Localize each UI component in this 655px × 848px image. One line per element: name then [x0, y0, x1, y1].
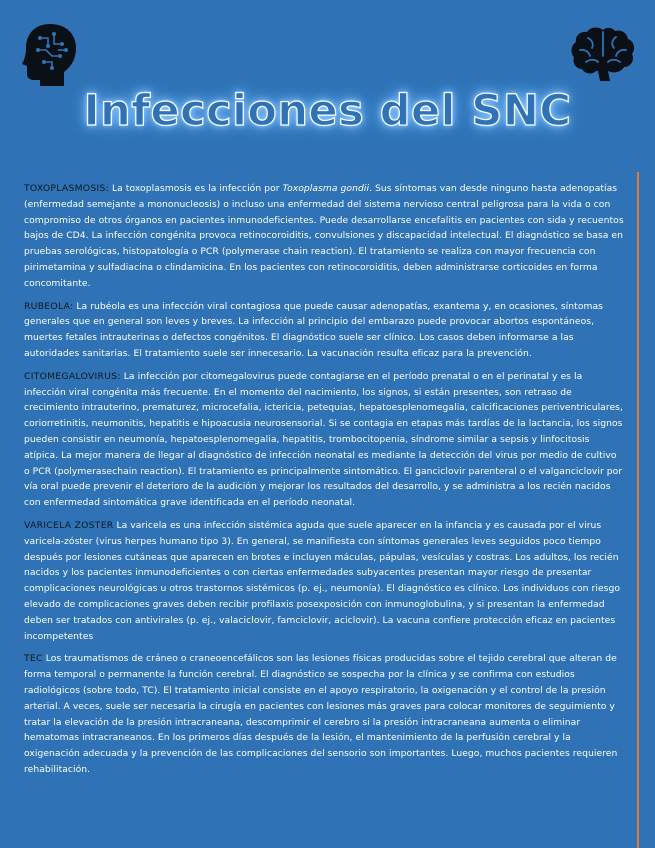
- section-term: TOXOPLASMOSIS:: [24, 183, 110, 194]
- side-divider: [637, 172, 639, 848]
- section-text: La toxoplasmosis es la infección por: [109, 183, 283, 194]
- section-varicela-zoster: [24, 518, 624, 644]
- section-rubeola: [24, 299, 624, 362]
- section-term: VARICELA ZOSTER: [24, 519, 114, 531]
- section-tec: [24, 651, 624, 777]
- section-text: La rubéola es una infección viral contagiosa que puede causar adenopatías, exantema y, en ocasiones, síntomas generales que en general son leves y breves. La infección al principio del embarazo puede provocar abortos espontáneos, muertes fetales intrauterinas o defectos congénitos. El diagnóstico suele ser clínico. Los casos deben informarse a las autoridades sanitarias. El tratamiento suele ser innecesario. La vacunación resulta eficaz para la prevención.: [24, 300, 604, 359]
- content-body: [24, 181, 624, 785]
- section-term: TEC: [24, 653, 43, 665]
- section-italic: Toxoplasma gondii: [282, 183, 370, 194]
- section-term: CITOMEGALOVIRUS:: [24, 370, 121, 382]
- section-text: Los traumatismos de cráneo o craneoencefálicos son las lesiones físicas producidas sobre el tejido cerebral que alteran de forma temporal o permanente la función cerebral. El diagnóstico se sospecha por la clínica y se confirma con estudios radiológicos (sobre todo, TC). El tratamiento inicial consiste en el apoyo respiratorio, la oxigenación y el control de la presión arterial. A veces, suele ser necesaria la cirugía en pacientes con lesiones más graves para colocar monitores de seguimiento y tratar la elevación de la presión intracraneana, descomprimir el cerebro si la presión intracraneana aumenta o eliminar hematomas intracraneanos. En los primeros días después de la lesión, el mantenimiento de la perfusión cerebral y la oxigenación adecuada y la prevención de las complicaciones del sensorio son importantes. Luego, muchos pacientes requieren rehabilitación.: [24, 653, 618, 775]
- brain-icon: [570, 26, 636, 82]
- page-title: Infecciones del SNC: [83, 86, 572, 136]
- section-term: RUBEOLA:: [24, 300, 74, 312]
- section-toxoplasmosis: [24, 181, 624, 292]
- section-citomegalovirus: [24, 369, 624, 511]
- section-text: La infección por citomegalovirus puede contagiarse en el período prenatal o en el perinatal y es la infección viral congénita más frecuente. En el momento del nacimiento, los signos, si están presentes, son retraso de crecimiento intrauterino, prematurez, microcefalia, ictericia, petequias, hepatoesplenomegalia, calcificaciones periventriculares, coriorretinitis, neumonitis, hepatitis e hipoacusia neurosensorial. Si se contagia en etapas más tardías de la lactancia, los signos pueden consistir en neumonía, hepatoesplenomegalia, hepatitis, trombocitopenia, síndrome similar a sepsis y linfocitosis atípica. La mejor manera de llegar al diagnóstico de infección neonatal es mediante la detección del virus por medio de cultivo o PCR (polymerasechain reaction). El tratamiento es principalmente sintomático. El ganciclovir parenteral o el valganciclovir por vía oral puede prevenir el deterioro de la audición y mejorar los resultados del desarrollo, y se administra a los recién nacidos con enfermedad sintomática grave identificada en el período neonatal.: [24, 370, 623, 509]
- section-text: La varicela es una infección sistémica aguda que suele aparecer en la infancia y es causada por el virus varicela-zóster (virus herpes humano tipo 3). En general, se manifiesta con síntomas generales leves seguidos poco tiempo después por lesiones cutáneas que aparecen en brotes e incluyen máculas, pápulas, vesículas y costras. Los adultos, los recién nacidos y los pacientes inmunodeficientes o con ciertas enfermedades subyacentes presentan mayor riesgo de presentar complicaciones neurológicas u otros trastornos sistémicos (p. ej., neumonía). El diagnóstico es clínico. Los individuos con riesgo elevado de complicaciones graves deben recibir profilaxis posexposición con inmunoglobulina, y si presentan la enfermedad deben ser tratados con antivirales (p. ej., valaciclovir, famciclovir, aciclovir). La vacuna confiere protección eficaz en pacientes incompetentes: [24, 519, 621, 642]
- section-text: . Sus síntomas van desde ninguno hasta adenopatías (enfermedad semejante a mononucleosis) o incluso una enfermedad del sistema nervioso central peligrosa para la vida o con compromiso de otros órganos en pacientes inmunodeficientes. Puede desarrollarse encefalitis en pacientes con sida y recuentos bajos de CD4. La infección congénita provoca retinocoroiditis, convulsiones y discapacidad intelectual. El diagnóstico se basa en pruebas serológicas, histopatología o PCR (polymerase chain reaction). El tratamiento se realiza con mayor frecuencia con pirimetamina y sulfadiacina o clindamicina. En los pacientes con retinocoroiditis, deben administrarse corticoides en forma concomitante.: [24, 183, 624, 289]
- head-circuit-icon: [22, 22, 78, 86]
